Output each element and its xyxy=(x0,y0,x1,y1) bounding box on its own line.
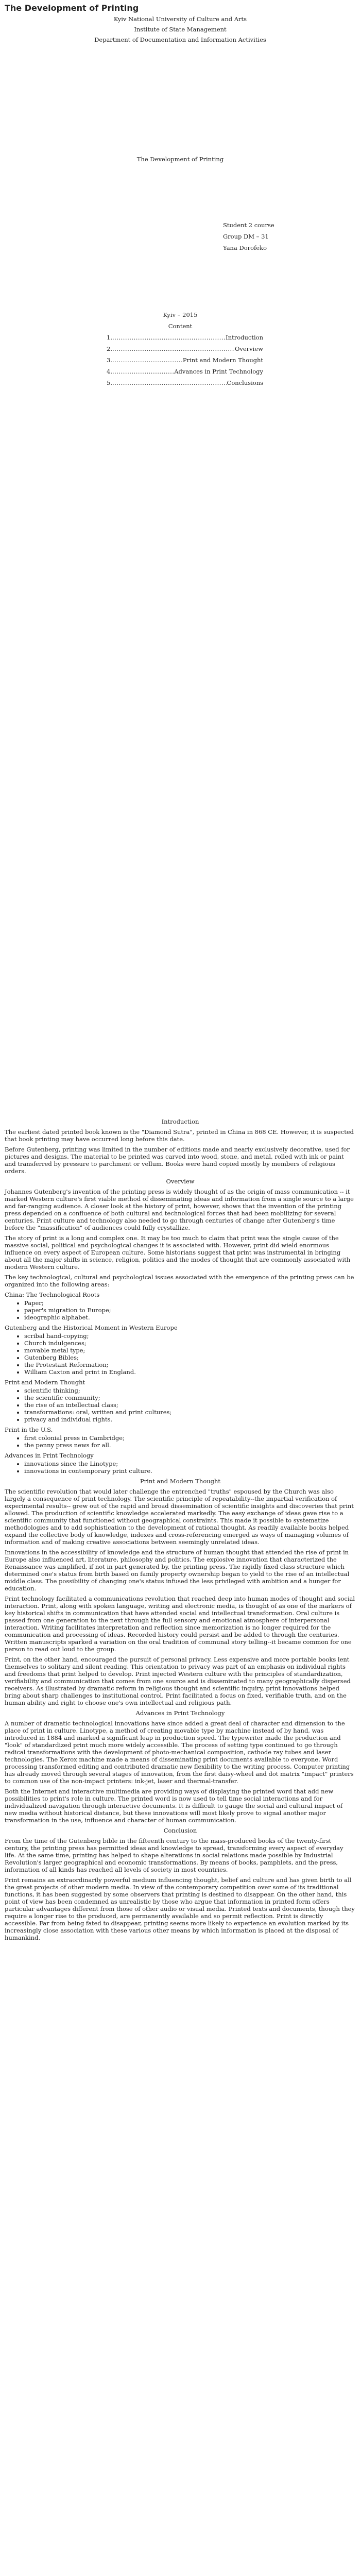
area-list-modern-thought xyxy=(5,1387,356,1423)
conclusion-heading: Conclusion xyxy=(163,1827,197,1834)
introduction-heading: Introduction xyxy=(161,1118,199,1125)
toc-item: 2. ..... Overview xyxy=(107,345,263,352)
toc-item: 5. ..... Conclusions xyxy=(107,379,263,386)
area-heading-gutenberg: Gutenberg and the Historical Moment in Western Europe xyxy=(5,1324,178,1331)
list-item: • transformations: oral, written and print cultures; xyxy=(24,1409,356,1416)
area-list-advances xyxy=(5,1460,356,1475)
list-item: • Gutenberg Bibles; xyxy=(24,1354,356,1361)
document-title: The Development of Printing xyxy=(5,3,139,13)
title-page xyxy=(5,15,356,318)
overview-paragraph: The key technological, cultural and psychological issues associated with the emergence of the printing press can be organized into the following areas: xyxy=(5,1274,354,1288)
student-name: Yana Dorofeko xyxy=(223,244,267,251)
overview-paragraph: Johannes Gutenberg's invention of the printing press is widely thought of as the origin of mass communication -- it marked Western culture's first viable method of disseminating ideas and information from a single source to a large and far-ranging audience. A closer look at the history of print, however, shows that the invention of the printing press depended on a confluence of both cultural and technological forces that had been mobilizing for several centuries. Print culture and technology also needed to go through centuries of change after Gutenberg's time before the "massification" of audiences could fully crystallize. xyxy=(5,1188,354,1231)
student-group: Group DM – 31 xyxy=(223,233,269,240)
list-item: • movable metal type; xyxy=(24,1347,356,1354)
area-list-us xyxy=(5,1434,356,1449)
list-item: • privacy and individual rights. xyxy=(24,1416,356,1423)
student-course: Student 2 course xyxy=(223,222,274,229)
toc-item: 3. ..... Print and Modern Thought xyxy=(107,357,263,364)
list-item: • William Caxton and print in England. xyxy=(24,1368,356,1376)
student-info xyxy=(223,222,356,251)
toc-item: 1. ..... Introduction xyxy=(107,334,263,341)
overview-heading: Overview xyxy=(166,1178,195,1185)
area-list-gutenberg xyxy=(5,1332,356,1376)
print-modern-thought-heading: Print and Modern Thought xyxy=(140,1478,221,1485)
advances-heading: Advances in Print Technology xyxy=(135,1709,225,1717)
work-title: The Development of Printing xyxy=(136,156,224,163)
list-item: • Church indulgences; xyxy=(24,1340,356,1347)
list-item: • scribal hand-copying; xyxy=(24,1332,356,1340)
conclusion-paragraph: Print remains an extraordinarily powerful medium influencing thought, belief and culture and has given birth to all the great projects of other modern media. In view of the contemporary competition over some of its traditional functions, it has been suggested by some observers that printing is destined to disappear. On the other hand, this point of view has been condemned as unrealistic by those who argue that information in printed form offers particular advantages different from those of other audio or visual media. Printed texts and documents, though they require a longer rise to the produced, are permanently available and so permit reflection. Print is directly accessible. Far from being fated to disappear, printing seems more likely to experience an evolution marked by its increasingly close association with these various other means by which information is placed at the disposal of humankind. xyxy=(5,1876,355,1941)
advances-paragraph: Both the Internet and interactive multimedia are providing ways of displaying the printed word that add new possibilities to print's role in culture. The printed word is now used to tell time social interactions and for individualized navigation through interactive documents. It is difficult to gauge the social and cultural impact of new media without historical distance, but these innovations will most likely prove to signal another major transformation in the use, influence and character of human communication. xyxy=(5,1788,343,1824)
print-modern-paragraph: Innovations in the accessibility of knowledge and the structure of human thought that attended the rise of print in Europe also influenced art, literature, philosophy and politics. The explosive innovation that characterized the Renaissance was amplified, if not in part generated by, the printing press. The rigidly fixed class structure which determined one's status from birth based on family property ownership began to yield to the rise of an intellectual middle class. The possibility of changing one's status infused the less privileged with ambition and a hunger for education. xyxy=(5,1549,350,1592)
university-name: Kyiv National University of Culture and Arts xyxy=(113,15,247,23)
institute-name: Institute of State Management xyxy=(134,26,227,33)
print-modern-paragraph: Print technology facilitated a communications revolution that reached deep into human modes of thought and social interaction. Print, along with spoken language, writing and electronic media, is thought of as one of the markers of key historical shifts in communication that have attended social and intellectual transformation. Oral culture is passed from one generation to the next through the full sensory and emotional atmosphere of interpersonal interaction. Writing facilitates interpretation and reflection since memorization is no longer required for the communication and processing of ideas. Recorded history could persist and be added to through the centuries. Written manuscripts sparked a variation on the oral tradition of communal story telling--it became common for one person to read out loud to the group. xyxy=(5,1595,355,1653)
print-modern-paragraph: The scientific revolution that would later challenge the entrenched "truths" espoused by the Church was also largely a consequence of print technology. The scientific principle of repeatability--the impartial verification of experimental results-- grew out of the rapid and broad dissemination of scientific insights and discoveries that print allowed. The production of scientific knowledge accelerated markedly. The easy exchange of ideas gave rise to a scientific community that functioned without geographical constraints. This made it possible to systematize methodologies and to add sophistication to the development of rational thought. As readily available books helped expand the collective body of knowledge, indexes and cross-referencing emerged as ways of managing volumes of information and of making creative associations between seemingly unrelated ideas. xyxy=(5,1488,354,1546)
introduction-paragraph: The earliest dated printed book known is the "Diamond Sutra", printed in China in 868 CE. However, it is suspected that book printing may have occurred long before this date. xyxy=(5,1128,354,1143)
overview-paragraph: The story of print is a long and complex one. It may be too much to claim that print was the single cause of the massive social, political and psychological changes it is associated with. However, print did wield enormous influence on every aspect of European culture. Some historians suggest that print was instrumental in bringing about all the major shifts in science, religion, politics and the modes of thought that are commonly associated with modern Western culture. xyxy=(5,1234,351,1270)
introduction-paragraph: Before Gutenberg, printing was limited in the number of editions made and nearly exclusively decorative, used for pictures and designs. The material to be printed was carved into wood, stone, and metal, rolled with ink or paint and transferred by pressure to parchment or vellum. Books were hand copied mostly by members of religious orders. xyxy=(5,1146,350,1175)
print-modern-paragraph: Print, on the other hand, encouraged the pursuit of personal privacy. Less expensive and more portable books lent themselves to solitary and silent reading. This orientation to privacy was part of an emphasis on individual rights and freedoms that print helped to develop. Print injected Western culture with the principles of standardization, verifiability and communication that comes from one source and is disseminated to many geographically dispersed receivers. As illustrated by dramatic reform in religious thought and scientific inquiry, print innovations helped bring about sharp challenges to institutional control. Print facilitated a focus on fixed, verifiable truth, and on the human ability and right to choose one's own intellectual and religious path. xyxy=(5,1656,351,1706)
list-item: • the rise of an intellectual class; xyxy=(24,1401,356,1409)
toc-item: 4. ..... Advances in Print Technology xyxy=(107,368,263,375)
department-name: Department of Documentation and Information Activities xyxy=(94,36,266,43)
area-list-china xyxy=(5,1299,356,1321)
area-heading-us: Print in the U.S. xyxy=(5,1426,53,1433)
list-item: • scientific thinking; xyxy=(24,1387,356,1394)
area-heading-modern-thought: Print and Modern Thought xyxy=(5,1379,85,1386)
table-of-contents xyxy=(107,334,263,386)
list-item: • the penny press news for all. xyxy=(24,1442,356,1449)
area-heading-china: China: The Technological Roots xyxy=(5,1291,100,1298)
city-year: Kyiv – 2015 xyxy=(163,311,198,318)
list-item: • innovations in contemporary print culture. xyxy=(24,1467,356,1475)
list-item: • ideographic alphabet. xyxy=(24,1314,356,1321)
list-item: • paper's migration to Europe; xyxy=(24,1307,356,1314)
list-item: • the Protestant Reformation; xyxy=(24,1361,356,1368)
list-item: • innovations since the Linotype; xyxy=(24,1460,356,1467)
list-item: • first colonial press in Cambridge; xyxy=(24,1434,356,1442)
toc-heading: Content xyxy=(168,323,193,330)
list-item: • the scientific community; xyxy=(24,1394,356,1401)
conclusion-paragraph: From the time of the Gutenberg bible in the fifteenth century to the mass-produced books of the twenty-first century, the printing press has permitted ideas and knowledge to spread, transforming every aspect of everyday life. At the same time, printing has helped to shape alterations in social relations made possible by Industrial Revolution's larger geographical and economic transformations. By means of books, pamphlets, and the press, information of all kinds has reached all levels of society in most countries. xyxy=(5,1837,343,1873)
area-heading-advances: Advances in Print Technology xyxy=(5,1452,94,1459)
advances-paragraph: A number of dramatic technological innovations have since added a great deal of character and dimension to the place of print in culture. Linotype, a method of creating movable type by machine instead of by hand, was introduced in 1884 and marked a significant leap in production speed. The typewriter made the production and "look" of standardized print much more widely accessible. The process of setting type continued to go through radical transformations with the development of photo-mechanical composition, cathode ray tubes and laser technologies. The Xerox machine made a means of disseminating print documents available to everyone. Word processing transformed editing and contributed dramatic new flexibility to the writing process. Computer printing has already moved through several stages of innovation, from the first daisy-wheel and dot matrix "impact" printers to common use of the non-impact printers: ink-jet, laser and thermal-transfer. xyxy=(5,1720,354,1785)
list-item: • Paper; xyxy=(24,1299,356,1307)
